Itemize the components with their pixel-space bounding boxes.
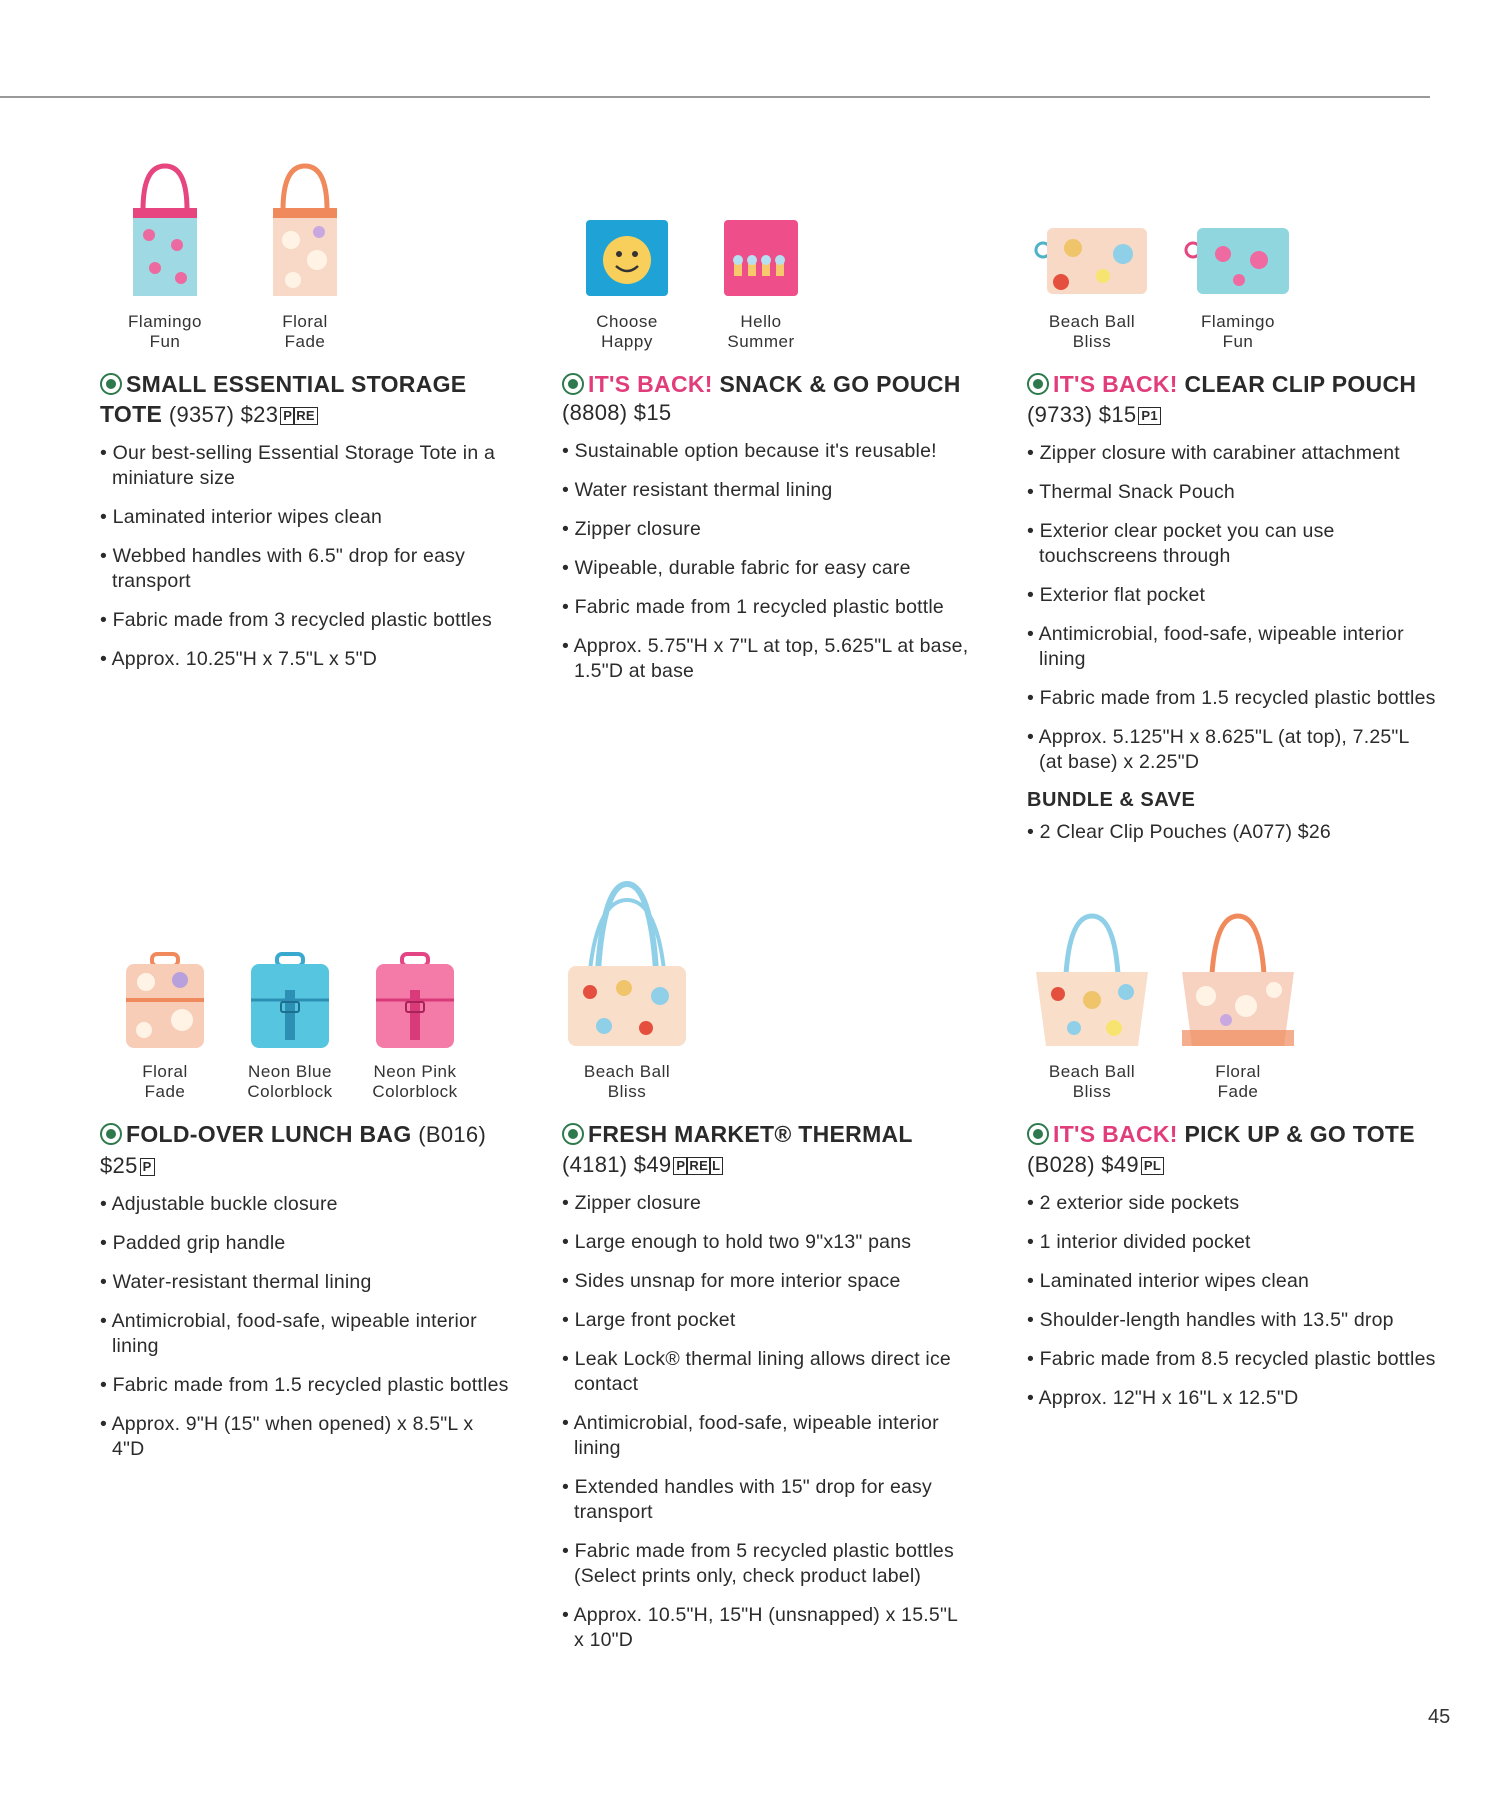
feature-item: • Webbed handles with 6.5" drop for easy transport	[100, 544, 510, 594]
product-name: FRESH MARKET® THERMAL	[588, 1121, 913, 1147]
variant-name	[696, 312, 826, 352]
feature-item: • 2 exterior side pockets	[1027, 1191, 1437, 1216]
feature-item: • Fabric made from 8.5 recycled plastic bottles	[1027, 1347, 1437, 1372]
beachball-thermal-icon	[562, 900, 692, 1050]
recycle-icon	[1027, 1123, 1049, 1145]
top-divider	[0, 96, 1430, 98]
feature-list	[1027, 441, 1437, 775]
its-back-label: IT'S BACK!	[1053, 1121, 1178, 1147]
product-badges	[1138, 398, 1159, 426]
product-clear-clip-pouch	[1027, 150, 1437, 859]
feature-item: • Antimicrobial, food-safe, wipeable interior lining	[1027, 622, 1437, 672]
feature-item: • Wipeable, durable fabric for easy care	[562, 556, 972, 581]
product-badge: P	[140, 1158, 155, 1176]
flamingo-pouch-icon	[1173, 150, 1303, 300]
page-number: 45	[1428, 1706, 1451, 1728]
variant-name-line: Summer	[727, 332, 795, 351]
feature-item: • Adjustable buckle closure	[100, 1192, 510, 1217]
product-title	[100, 1120, 510, 1180]
variant-row	[100, 900, 510, 1108]
product-name: SNACK & GO POUCH	[719, 371, 961, 397]
product-fresh-market-thermal	[562, 900, 972, 1667]
feature-item: • Fabric made from 1.5 recycled plastic bottles	[1027, 686, 1437, 711]
product-title	[100, 370, 510, 429]
variant-name-line: Neon Blue	[248, 1062, 332, 1081]
variant-row	[562, 150, 972, 358]
icecream-pouch-icon	[696, 150, 826, 300]
variant-name	[562, 312, 692, 352]
variant-swatch	[1173, 900, 1303, 1102]
feature-item: • Antimicrobial, food-safe, wipeable interior lining	[562, 1411, 972, 1461]
variant-row	[562, 900, 972, 1108]
feature-item: • Fabric made from 1 recycled plastic bottle	[562, 595, 972, 620]
its-back-label: IT'S BACK!	[588, 371, 713, 397]
product-name: PICK UP & GO TOTE	[1184, 1121, 1415, 1147]
feature-list	[562, 439, 972, 684]
variant-swatch	[225, 900, 355, 1102]
feature-item: • Sustainable option because it's reusable!	[562, 439, 972, 464]
variant-name	[225, 1062, 355, 1102]
variant-swatch	[100, 900, 230, 1102]
feature-list	[100, 441, 510, 672]
feature-list	[562, 1191, 972, 1653]
beachball-tote-icon	[1027, 900, 1157, 1050]
feature-list	[1027, 1191, 1437, 1411]
variant-name-line: Beach Ball	[1048, 312, 1136, 331]
variant-name-line: Hello	[740, 312, 782, 331]
bundle-item: • 2 Clear Clip Pouches (A077) $26	[1027, 820, 1437, 845]
product-badge: PL	[1141, 1157, 1164, 1175]
feature-item: • Zipper closure	[562, 1191, 972, 1216]
variant-swatch	[696, 150, 826, 352]
feature-item: • Shoulder-length handles with 13.5" drop	[1027, 1308, 1437, 1333]
product-code-price: (4181) $49	[562, 1152, 672, 1177]
feature-item: • Thermal Snack Pouch	[1027, 480, 1437, 505]
feature-item: • Zipper closure with carabiner attachment	[1027, 441, 1437, 466]
feature-item: • Approx. 5.125"H x 8.625"L (at top), 7.25"L (at base) x 2.25"D	[1027, 725, 1437, 775]
smiley-pouch-icon	[562, 150, 692, 300]
feature-item: • Water-resistant thermal lining	[100, 1270, 510, 1295]
variant-name-line: Colorblock	[247, 1082, 333, 1101]
variant-name	[100, 312, 230, 352]
variant-name	[100, 1062, 230, 1102]
variant-row	[1027, 150, 1437, 358]
variant-name-line: Flamingo	[1201, 312, 1275, 331]
feature-item: • Antimicrobial, food-safe, wipeable interior lining	[100, 1309, 510, 1359]
feature-item: • Leak Lock® thermal lining allows direct ice contact	[562, 1347, 972, 1397]
feature-item: • Approx. 10.25"H x 7.5"L x 5"D	[100, 647, 510, 672]
feature-item: • Approx. 5.75"H x 7"L at top, 5.625"L at base, 1.5"D at base	[562, 634, 972, 684]
variant-name-line: Floral	[1215, 1062, 1261, 1081]
product-badge: L	[709, 1157, 723, 1175]
variant-swatch	[240, 150, 370, 352]
variant-name	[350, 1062, 480, 1102]
product-title	[1027, 1120, 1437, 1179]
variant-name-line: Floral	[142, 1062, 188, 1081]
variant-swatch	[1173, 150, 1303, 352]
product-badges	[1141, 1148, 1162, 1176]
variant-swatch	[1027, 900, 1157, 1102]
variant-name-line: Neon Pink	[373, 1062, 457, 1081]
feature-item: • Fabric made from 1.5 recycled plastic bottles	[100, 1373, 510, 1398]
product-badge: P	[673, 1157, 688, 1175]
feature-item: • Sides unsnap for more interior space	[562, 1269, 972, 1294]
variant-name-line: Flamingo	[128, 312, 202, 331]
product-title	[1027, 370, 1437, 429]
product-badges	[280, 398, 316, 426]
pink-lunchbag-icon	[350, 900, 480, 1050]
variant-name	[1173, 1062, 1303, 1102]
variant-swatch	[562, 900, 692, 1102]
variant-swatch	[100, 150, 230, 352]
recycle-icon	[100, 373, 122, 395]
product-badges	[140, 1149, 153, 1177]
variant-swatch	[562, 150, 692, 352]
product-badge: P1	[1138, 407, 1161, 425]
floral-pickup-tote-icon	[1173, 900, 1303, 1050]
variant-name	[240, 312, 370, 352]
feature-item: • Padded grip handle	[100, 1231, 510, 1256]
variant-name-line: Fade	[284, 332, 326, 351]
feature-item: • Fabric made from 5 recycled plastic bottles (Select prints only, check product label)	[562, 1539, 972, 1589]
feature-item: • Exterior clear pocket you can use touchscreens through	[1027, 519, 1437, 569]
feature-item: • Large enough to hold two 9"x13" pans	[562, 1230, 972, 1255]
variant-name-line: Choose	[596, 312, 658, 331]
variant-swatch	[1027, 150, 1157, 352]
product-code-price: (B016) $25	[100, 1122, 487, 1178]
product-badge: RE	[293, 407, 318, 425]
feature-item: • Water resistant thermal lining	[562, 478, 972, 503]
product-title	[562, 1120, 972, 1179]
blue-lunchbag-icon	[225, 900, 355, 1050]
variant-name-line: Bliss	[1072, 332, 1112, 351]
feature-item: • Approx. 9"H (15" when opened) x 8.5"L x 4"D	[100, 1412, 510, 1462]
feature-list	[100, 1192, 510, 1462]
recycle-icon	[562, 1123, 584, 1145]
product-code-price: (B028) $49	[1027, 1152, 1139, 1177]
product-snack-go-pouch	[562, 150, 972, 698]
feature-item: • Large front pocket	[562, 1308, 972, 1333]
variant-name	[1027, 1062, 1157, 1102]
variant-row	[1027, 900, 1437, 1108]
bundle-title: BUNDLE & SAVE	[1027, 789, 1196, 811]
product-code-price: (8808) $15	[562, 400, 672, 425]
product-badge: RE	[686, 1157, 711, 1175]
product-name: FOLD-OVER LUNCH BAG	[126, 1121, 412, 1147]
variant-name-line: Fade	[1217, 1082, 1259, 1101]
floral-lunchbag-icon	[100, 900, 230, 1050]
product-title	[562, 370, 972, 427]
variant-name	[1173, 312, 1303, 352]
variant-name-line: Colorblock	[372, 1082, 458, 1101]
feature-item: • Fabric made from 3 recycled plastic bottles	[100, 608, 510, 633]
variant-name-line: Bliss	[607, 1082, 647, 1101]
variant-name	[562, 1062, 692, 1102]
feature-item: • Laminated interior wipes clean	[100, 505, 510, 530]
recycle-icon	[100, 1123, 122, 1145]
variant-name-line: Fun	[1222, 332, 1254, 351]
variant-name-line: Fun	[149, 332, 181, 351]
beachball-pouch-icon	[1027, 150, 1157, 300]
variant-name-line: Fade	[144, 1082, 186, 1101]
feature-item: • Zipper closure	[562, 517, 972, 542]
feature-item: • Approx. 10.5"H, 15"H (unsnapped) x 15.5"L x 10"D	[562, 1603, 972, 1653]
product-small-essential-storage-tote	[100, 150, 510, 686]
variant-name-line: Happy	[601, 332, 653, 351]
recycle-icon	[1027, 373, 1049, 395]
feature-item: • 1 interior divided pocket	[1027, 1230, 1437, 1255]
bundle-list	[1027, 820, 1437, 845]
feature-item: • Laminated interior wipes clean	[1027, 1269, 1437, 1294]
product-pick-up-go-tote	[1027, 900, 1437, 1425]
recycle-icon	[562, 373, 584, 395]
product-badges	[673, 1148, 721, 1176]
product-name: CLEAR CLIP POUCH	[1184, 371, 1417, 397]
product-name: SMALL ESSENTIAL STORAGE TOTE	[100, 371, 467, 427]
variant-row	[100, 150, 510, 358]
feature-item: • Our best-selling Essential Storage Tote in a miniature size	[100, 441, 510, 491]
product-code-price: (9357) $23	[168, 402, 279, 427]
its-back-label: IT'S BACK!	[1053, 371, 1178, 397]
product-code-price: (9733) $15	[1027, 402, 1137, 427]
variant-name	[1027, 312, 1157, 352]
product-badge: P	[280, 407, 295, 425]
variant-name-line: Bliss	[1072, 1082, 1112, 1101]
variant-swatch	[350, 900, 480, 1102]
variant-name-line: Floral	[282, 312, 328, 331]
flamingo-tote-icon	[100, 150, 230, 300]
feature-item: • Exterior flat pocket	[1027, 583, 1437, 608]
feature-item: • Extended handles with 15" drop for easy transport	[562, 1475, 972, 1525]
variant-name-line: Beach Ball	[1048, 1062, 1136, 1081]
product-fold-over-lunch-bag	[100, 900, 510, 1476]
variant-name-line: Beach Ball	[583, 1062, 671, 1081]
floral-tote-icon	[240, 150, 370, 300]
feature-item: • Approx. 12"H x 16"L x 12.5"D	[1027, 1386, 1437, 1411]
